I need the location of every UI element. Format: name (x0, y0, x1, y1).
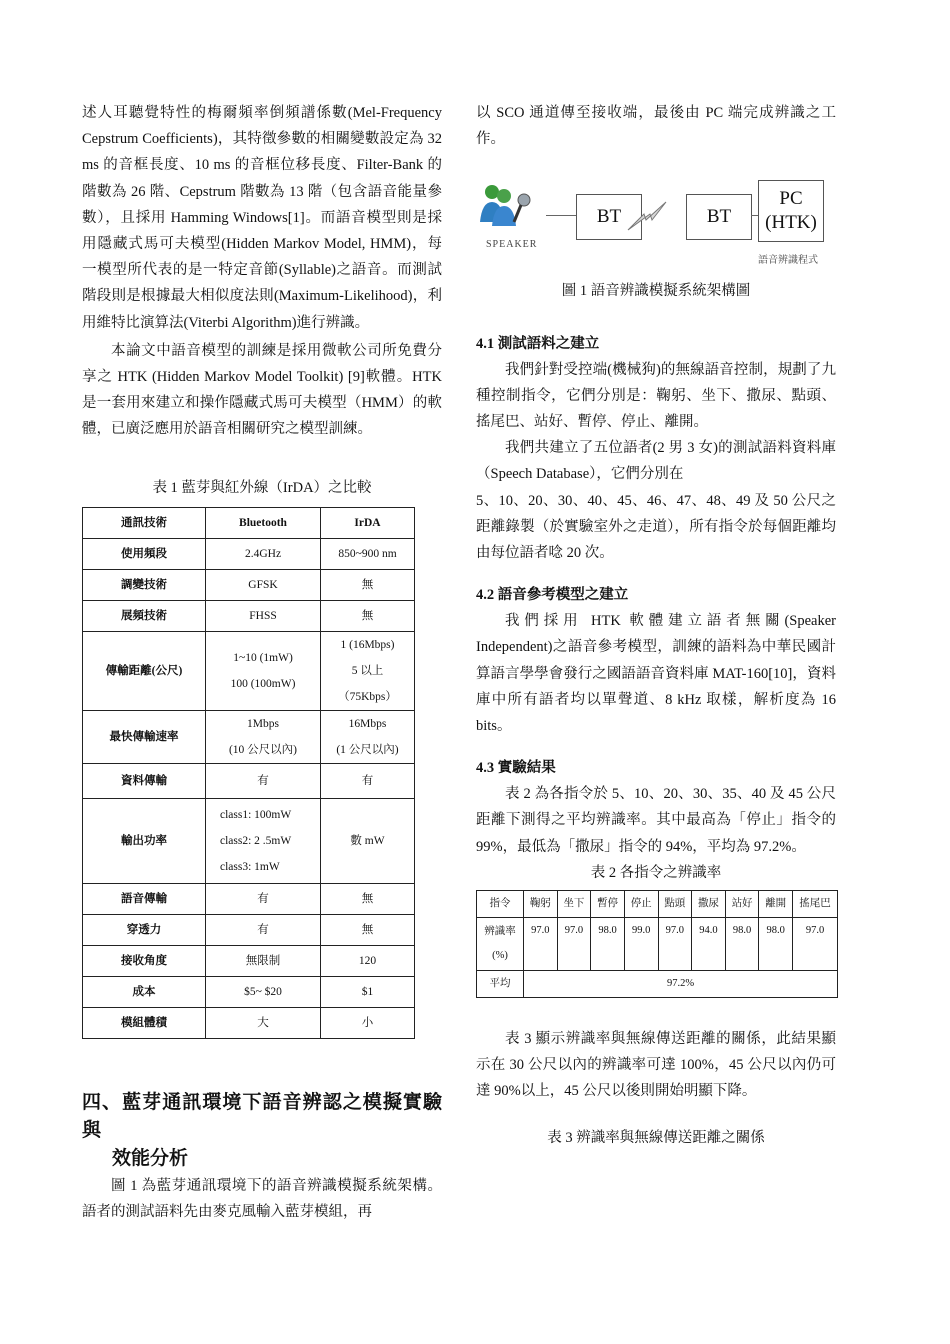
cell-line: 100 (100mW) (230, 677, 296, 690)
table-cell: 97.0 (793, 918, 838, 971)
paragraph: 我們針對受控端(機械狗)的無線語音控制，規劃了九種控制指令，它們分別是：鞠躬、坐下、撒尿、點頭、搖尾巴、站好、暫停、停止、離開。 (476, 361, 836, 431)
table-cell: 接收角度 (83, 945, 206, 976)
table-cell: 使用頻段 (83, 538, 206, 569)
table-cell: $5~ $20 (206, 976, 321, 1007)
pc-caption: 語音辨識程式 (758, 255, 818, 267)
table-cell: 調變技術 (83, 569, 206, 600)
table-cell: 無限制 (206, 945, 321, 976)
cell-line: class3: 1mW (220, 860, 280, 873)
paragraph: 表 3 顯示辨識率與無線傳送距離的關係，此結果顯示在 30 公尺以內的辨識率可達 100%，45 公尺以內仍可達 90%以上，45 公尺以後則開始明顯下降。 (476, 1031, 836, 1100)
cell-line: (%) (492, 950, 508, 962)
table-cell: 無 (321, 883, 415, 914)
table-row (83, 945, 415, 976)
table2-caption: 表 2 各指令之辨識率 (590, 864, 722, 881)
table-cell: 有 (206, 763, 321, 798)
table-cell: 離開 (759, 891, 793, 918)
section-heading: 4.3 實驗結果 (476, 760, 556, 777)
section-title: 四、藍芽通訊環境下語音辨認之模擬實驗與 (82, 1091, 442, 1141)
table-row (83, 569, 415, 600)
table-cell: 指令 (477, 891, 524, 918)
right-column (476, 100, 836, 1151)
table-cell: 98.0 (759, 918, 793, 971)
cell-line: 辨識率 (484, 926, 516, 938)
table-cell: 停止 (624, 891, 658, 918)
table-cell: 撒尿 (692, 891, 726, 918)
table-row (477, 891, 838, 918)
table-cell: 鞠躬 (524, 891, 558, 918)
table-cell: 無 (321, 914, 415, 945)
table-cell: 傳輸距離(公尺) (83, 631, 206, 710)
bluetooth-irda-table (82, 507, 415, 1039)
table-cell: 點頭 (658, 891, 692, 918)
table-cell (321, 710, 415, 763)
section-title: 效能分析 (112, 1147, 189, 1169)
table-cell: 搖尾巴 (793, 891, 838, 918)
table-cell: 98.0 (725, 918, 759, 971)
table-row (83, 763, 415, 798)
table-cell: 97.0 (524, 918, 558, 971)
table-row (83, 600, 415, 631)
table-cell: 98.0 (591, 918, 625, 971)
pc-label: PC (779, 188, 803, 210)
table-cell (321, 631, 415, 710)
table-cell: 無 (321, 569, 415, 600)
table-cell: 有 (206, 883, 321, 914)
paragraph: 5、10、20、30、40、45、46、47、48、49 及 50 公尺之距離錄製（於實驗室外之走道），所有指令於每個距離均由每位語者唸 20 次。 (476, 492, 836, 562)
table-cell: 暫停 (591, 891, 625, 918)
section4-heading (82, 1089, 442, 1173)
cell-line: 1~10 (1mW) (233, 651, 293, 664)
cell-line: (10 公尺以內) (228, 743, 298, 756)
cell-line: 1Mbps (247, 717, 279, 730)
table-cell: 平均 (477, 971, 524, 998)
table3-caption: 表 3 辨識率與無線傳送距離之關係 (547, 1129, 765, 1146)
table-cell: 語音傳輸 (83, 883, 206, 914)
paragraph: 以 SCO 通道傳至接收端，最後由 PC 端完成辨識之工作。 (476, 105, 836, 148)
table-cell: FHSS (206, 600, 321, 631)
table-cell: 有 (321, 763, 415, 798)
table-cell: 數 mW (321, 798, 415, 883)
table-cell: 展頻技術 (83, 600, 206, 631)
table-row (83, 914, 415, 945)
table-row (83, 1007, 415, 1038)
table-cell: 2.4GHz (206, 538, 321, 569)
paragraph: 述人耳聽覺特性的梅爾頻率倒頻譜係數(Mel-Frequency Cepstrum Coefficients)，其特徵參數的相關變數設定為 32 ms 的音框長度、10 ms 的音框位移長度、Filter-Bank 的階數為 26 階、Cepstrum 階數為 13 階（包含語音能量參數），且採用 Hamming Windows[1]。而語音模型則是採用隱藏式馬可夫模型(Hidden Markov Model, HMM)，每一模型所代表的是一特定音節(Syllable)之語音。而測試階段則是根據最大相似度法則(Maximum-Likelihood)，利用維特比演算法(Viterbi Algorithm)進行辨識。 (82, 105, 442, 331)
cell-line: 1 (16Mbps) (340, 638, 395, 651)
table-cell: 模組體積 (83, 1007, 206, 1038)
table-cell: 無 (321, 600, 415, 631)
table-cell (206, 710, 321, 763)
table-row (83, 710, 415, 763)
table-cell: IrDA (321, 507, 415, 538)
table-cell: 850~900 nm (321, 538, 415, 569)
bt-box: BT (576, 194, 642, 240)
table-cell: 資料傳輸 (83, 763, 206, 798)
table-cell: 通訊技術 (83, 507, 206, 538)
htk-label: (HTK) (765, 212, 817, 234)
table-row (83, 976, 415, 1007)
table-cell: 成本 (83, 976, 206, 1007)
table-cell (206, 631, 321, 710)
table-cell (206, 798, 321, 883)
table-cell: 99.0 (624, 918, 658, 971)
table-cell: 大 (206, 1007, 321, 1038)
table-cell: 穿透力 (83, 914, 206, 945)
table-row (83, 798, 415, 883)
table-row (477, 918, 838, 971)
system-diagram (476, 176, 836, 272)
table-cell: 坐下 (557, 891, 591, 918)
table-row (83, 538, 415, 569)
paragraph: 圖 1 為藍芽通訊環境下的語音辨識模擬系統架構。語者的測試語料先由麥克風輸入藍芽模組，再 (82, 1177, 442, 1221)
table-row (83, 883, 415, 914)
table-cell: Bluetooth (206, 507, 321, 538)
cell-line: 16Mbps (348, 717, 387, 730)
cell-line: class2: 2 .5mW (220, 834, 292, 847)
table-cell: 94.0 (692, 918, 726, 971)
section-heading: 4.2 語音參考模型之建立 (476, 587, 629, 604)
bt-box: BT (686, 194, 752, 240)
speaker-label: SPEAKER (486, 239, 538, 251)
table-cell: 有 (206, 914, 321, 945)
table1-caption: 表 1 藍芽與紅外線（IrDA）之比較 (152, 479, 372, 496)
table-cell: $1 (321, 976, 415, 1007)
left-column (82, 100, 442, 1225)
table-cell: 站好 (725, 891, 759, 918)
speaker-icon (478, 182, 544, 230)
table-row (477, 971, 838, 998)
cell-line: (1 公尺以內) (336, 743, 399, 756)
cell-line: class1: 100mW (220, 808, 292, 821)
table-cell: 120 (321, 945, 415, 976)
table-row (83, 631, 415, 710)
table-cell: GFSK (206, 569, 321, 600)
pc-box (758, 180, 824, 242)
connector-line (546, 215, 576, 216)
table-cell: 97.0 (557, 918, 591, 971)
table-cell (477, 918, 524, 971)
cell-line: （75Kbps） (338, 690, 397, 703)
paragraph: 本論文中語音模型的訓練是採用微軟公司所免費分享之 HTK (Hidden Markov Model Toolkit) [9]軟體。HTK 是一套用來建立和操作隱藏式馬可夫模型（HMM）的軟體，已廣泛應用於語音相關研究之模型訓練。 (82, 342, 442, 438)
table-cell: 小 (321, 1007, 415, 1038)
wireless-icon (626, 198, 670, 234)
cell-line: 5 以上 (351, 664, 384, 677)
section-heading: 4.1 測試語料之建立 (476, 335, 600, 352)
figure1-caption: 圖 1 語音辨識模擬系統架構圖 (561, 283, 751, 300)
command-recognition-table (476, 890, 838, 998)
table-row (83, 507, 415, 538)
table-cell: 97.2% (524, 971, 838, 998)
paragraph: 我們共建立了五位語者(2 男 3 女)的測試語料資料庫（Speech Database），它們分別在 (476, 440, 836, 483)
paragraph: 我們採用 HTK 軟體建立語者無關(Speaker Independent)之語音參考模型，訓練的語料為中華民國計算語言學學會發行之國語語音資料庫 MAT-160[10]，資料庫中所有語者均以單聲道、8 kHz 取樣，解析度為 16 bits。 (476, 613, 836, 735)
table-cell: 97.0 (658, 918, 692, 971)
paragraph: 表 2 為各指令於 5、10、20、30、35、40 及 45 公尺距離下測得之平均辨識率。其中最高為「停止」指令的 99%，最低為「撒尿」指令的 94%，平均為 97.2%。 (476, 786, 836, 855)
table-cell: 輸出功率 (83, 798, 206, 883)
table-cell: 最快傳輸速率 (83, 710, 206, 763)
